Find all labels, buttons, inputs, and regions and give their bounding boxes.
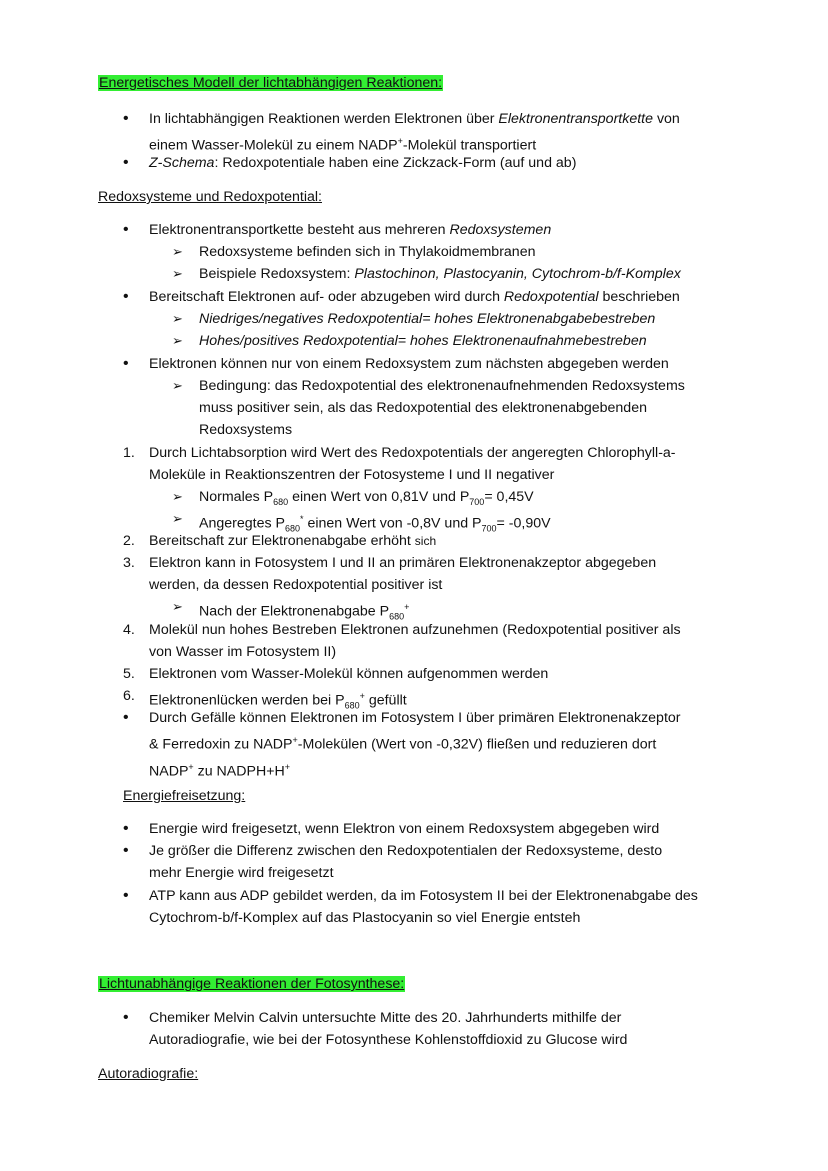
bullet-item: [123, 1007, 763, 1051]
bullet-item: [123, 707, 763, 782]
bullet-item: [123, 885, 763, 929]
item-text: Elektronenlücken werden bei $P_{680}^+$ gefüllt: [149, 691, 407, 711]
numbered-item: [123, 442, 763, 486]
arrow-bullet-icon: ➢: [172, 311, 183, 326]
arrow-text: Niedriges/negatives Redoxpotential= hohes Elektronenabgabebestreben: [199, 311, 656, 327]
arrow-text: Hohes/positives Redoxpotential= hohes Elektronenaufnahmebestreben: [199, 333, 647, 349]
item-number: 3.: [123, 555, 135, 571]
arrow-item: [172, 308, 732, 330]
arrow-text: Normales $P_{680}$ einen Wert von 0,81V und $P_{700}= 0,45V$: [199, 489, 534, 507]
heading-text: Energiefreisetzung:: [123, 788, 246, 804]
bullet-text: In lichtabhängigen Reaktionen werden Elektronen über Elektronentransportkette von einem Wasser-Molekül zu einem NADP+-Molekül transportiert: [149, 111, 680, 154]
bullet-text: Chemiker Melvin Calvin untersuchte Mitte des 20. Jahrhunderts mithilfe der Autoradiografie, wie bei der Fotosynthese Kohlenstoffdioxid zu Glucose wird: [149, 1010, 628, 1048]
bullet-text: Je größer die Differenz zwischen den Redoxpotentialen der Redoxsysteme, desto mehr Energie wird freigesetzt: [149, 843, 663, 881]
arrow-item: [172, 263, 732, 285]
bullet-icon: •: [123, 820, 129, 837]
item-text: Molekül nun hohes Bestreben Elektronen aufzunehmen (Redoxpotential positiver als von Wasser im Fotosystem II): [149, 622, 681, 660]
item-number: 2.: [123, 533, 135, 549]
heading-energiefreisetzung: [123, 786, 245, 806]
bullet-icon: •: [123, 288, 129, 305]
bullet-icon: •: [123, 221, 129, 238]
arrow-text: Beispiele Redoxsystem: Plastochinon, Plastocyanin, Cytochrom-b/f-Komplex: [199, 266, 681, 282]
arrow-bullet-icon: ➢: [172, 511, 183, 526]
item-text: Durch Lichtabsorption wird Wert des Redoxpotentials der angeregten Chlorophyll-a- Moleküle in Reaktionszentren der Fotosysteme I und II negativer: [149, 445, 676, 483]
bullet-item: [123, 818, 763, 840]
item-text: Elektronen vom Wasser-Molekül können aufgenommen werden: [149, 666, 549, 682]
arrow-bullet-icon: ➢: [172, 489, 183, 504]
numbered-item: [123, 530, 763, 552]
bullet-icon: •: [123, 110, 129, 127]
bullet-text: Bereitschaft Elektronen auf- oder abzugeben wird durch Redoxpotential beschrieben: [149, 289, 680, 305]
arrow-bullet-icon: ➢: [172, 378, 183, 393]
item-number: 6.: [123, 688, 135, 704]
arrow-bullet-icon: ➢: [172, 266, 183, 281]
heading-lichtunabhaengige: [98, 974, 405, 994]
arrow-text: Redoxsysteme befinden sich in Thylakoidmembranen: [199, 244, 536, 260]
item-text: Elektron kann in Fotosystem I und II an primären Elektronenakzeptor abgegeben werden, da dessen Redoxpotential positiver ist: [149, 555, 657, 593]
bullet-text: Energie wird freigesetzt, wenn Elektron von einem Redoxsystem abgegeben wird: [149, 821, 660, 837]
heading-redoxsysteme: [98, 187, 322, 207]
bullet-item: [123, 353, 763, 375]
bullet-item: [123, 152, 763, 174]
bullet-text: ATP kann aus ADP gebildet werden, da im Fotosystem II bei der Elektronenabgabe des Cytochrom-b/f-Komplex auf das Plastocyanin so viel Energie entsteh: [149, 888, 698, 926]
bullet-text: Elektronen können nur von einem Redoxsystem zum nächsten abgegeben werden: [149, 356, 669, 372]
arrow-item: [172, 241, 732, 263]
arrow-text: Bedingung: das Redoxpotential des elektronenaufnehmenden Redoxsystems muss positiver sein, als das Redoxpotential des elektronenabgebenden Redoxsystems: [199, 378, 685, 438]
arrow-bullet-icon: ➢: [172, 333, 183, 348]
heading-autoradiografie: [98, 1064, 198, 1084]
bullet-item: [123, 840, 763, 884]
heading-text: Autoradiografie:: [98, 1066, 199, 1082]
item-number: 1.: [123, 445, 135, 461]
bullet-icon: •: [123, 887, 129, 904]
arrow-bullet-icon: ➢: [172, 599, 183, 614]
bullet-icon: •: [123, 355, 129, 372]
bullet-icon: •: [123, 1009, 129, 1026]
arrow-text: Nach der Elektronenabgabe $P_{680}^+$: [199, 602, 410, 622]
bullet-icon: •: [123, 842, 129, 859]
bullet-item: [123, 286, 763, 308]
numbered-item: [123, 663, 763, 685]
bullet-text: Z-Schema: Redoxpotentiale haben eine Zickzack-Form (auf und ab): [149, 155, 577, 171]
bullet-item: [123, 219, 763, 241]
bullet-icon: •: [123, 709, 129, 726]
item-number: 4.: [123, 622, 135, 638]
arrow-text: Angeregtes $P_{680}^*$ einen Wert von -0,8V und $P_{700}= -0,90V$: [199, 514, 551, 534]
heading-text: Redoxsysteme und Redoxpotential:: [98, 189, 322, 205]
item-text: Bereitschaft zur Elektronenabgabe erhöht sich: [149, 533, 437, 549]
heading-text: Lichtunabhängige Reaktionen der Fotosynthese:: [99, 976, 405, 992]
arrow-item: [172, 375, 732, 441]
bullet-text: Durch Gefälle können Elektronen im Fotosystem I über primären Elektronenakzeptor & Ferredoxin zu NADP+-Molekülen (Wert von -0,32V) fließen und reduzieren dort NADP+ zu NADPH+H+: [149, 710, 681, 780]
arrow-bullet-icon: ➢: [172, 244, 183, 259]
item-number: 5.: [123, 666, 135, 682]
heading-text: Energetisches Modell der lichtabhängigen Reaktionen:: [99, 75, 443, 91]
arrow-item: [172, 330, 732, 352]
bullet-icon: •: [123, 154, 129, 171]
heading-energetisches-modell: [98, 73, 443, 93]
numbered-item: [123, 552, 763, 596]
bullet-item: [123, 108, 763, 157]
numbered-item: [123, 619, 763, 663]
bullet-text: Elektronentransportkette besteht aus mehreren Redoxsystemen: [149, 222, 552, 238]
